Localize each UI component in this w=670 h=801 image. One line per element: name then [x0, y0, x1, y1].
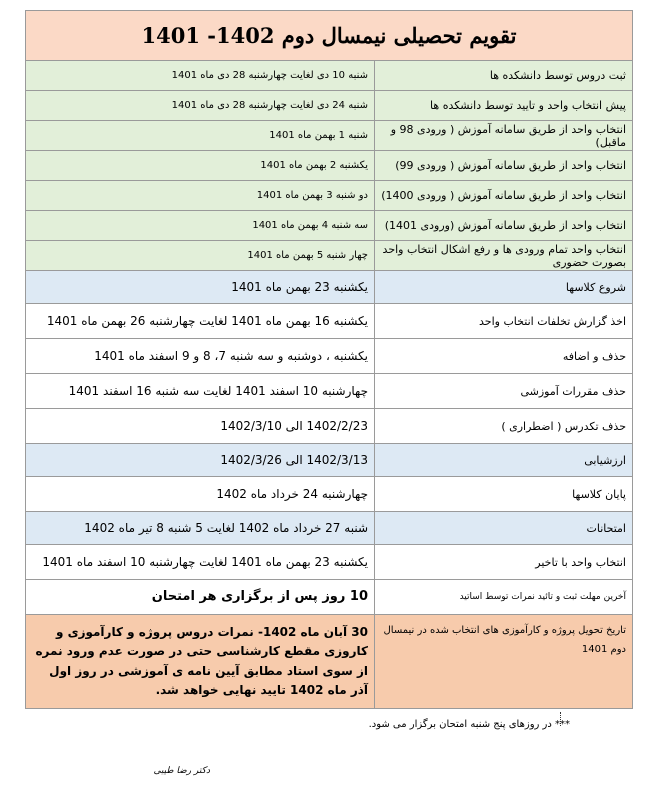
table-row — [26, 211, 633, 241]
table-row — [26, 304, 633, 339]
table-row — [26, 409, 633, 444]
row-label: حذف مقررات آموزشی — [375, 374, 633, 409]
table-row — [26, 339, 633, 374]
row-label: ارزشیابی — [375, 444, 633, 477]
row-label: آخرین مهلت ثبت و تائید نمرات توسط اساتید — [375, 580, 633, 615]
table-row — [26, 241, 633, 271]
row-date: یکشنبه 16 بهمن ماه 1401 لغایت چهارشنبه 26 بهمن ماه 1401 — [26, 304, 375, 339]
row-date: 1402/2/23 الی 1402/3/10 — [26, 409, 375, 444]
row-label: اخذ گزارش تخلفات انتخاب واحد — [375, 304, 633, 339]
table-row — [26, 477, 633, 512]
table-row — [26, 580, 633, 615]
final-row-text: 30 آبان ماه 1402- نمرات دروس پروژه و کارآموزی و کاروزی مقطع کارشناسی حتی در صورت عدم ورود نمره از سوی استاد مطابق آیین نامه ی آموزشی در روز اول آذر ماه 1402 تایید نهایی خواهد شد. — [26, 615, 375, 709]
row-date: شنبه 27 خرداد ماه 1402 لغایت 5 شنبه 8 تیر ماه 1402 — [26, 512, 375, 545]
table-row — [26, 374, 633, 409]
table-row — [26, 91, 633, 121]
row-date: شنبه 10 دی لغایت چهارشنبه 28 دی ماه 1401 — [26, 61, 375, 91]
final-row — [26, 615, 633, 709]
row-label: ثبت دروس توسط دانشکده ها — [375, 61, 633, 91]
row-date: یکشنبه 23 بهمن ماه 1401 لغایت چهارشنبه 10 اسفند ماه 1401 — [26, 545, 375, 580]
academic-calendar-table — [25, 10, 633, 709]
row-date: چهار شنبه 5 بهمن ماه 1401 — [26, 241, 375, 271]
title-row — [26, 11, 633, 61]
row-label: شروع کلاسها — [375, 271, 633, 304]
row-label: انتخاب واحد از طریق سامانه آموزش ( ورودی 98 و ماقبل) — [375, 121, 633, 151]
row-date: چهارشنبه 24 خرداد ماه 1402 — [26, 477, 375, 512]
row-label: انتخاب واحد از طریق سامانه آموزش ( ورودی 99) — [375, 151, 633, 181]
row-label: انتخاب واحد از طریق سامانه آموزش (ورودی 1401) — [375, 211, 633, 241]
table-row — [26, 121, 633, 151]
row-date: 1402/3/13 الی 1402/3/26 — [26, 444, 375, 477]
row-label: پایان کلاسها — [375, 477, 633, 512]
signature: دکتر رضا طیبی — [153, 766, 210, 776]
row-label: انتخاب واحد تمام ورودی ها و رفع اشکال انتخاب واحد بصورت حضوری — [375, 241, 633, 271]
table-row — [26, 181, 633, 211]
final-row-label: تاریخ تحویل پروژه و کارآموزی های انتخاب شده در نیمسال دوم 1401 — [375, 615, 633, 709]
table-row — [26, 545, 633, 580]
footnote: *** در روزهای پنج شنبه امتحان برگزار می شود. — [368, 719, 570, 730]
row-label: انتخاب واحد با تاخیر — [375, 545, 633, 580]
row-date: 10 روز پس از برگزاری هر امتحان — [26, 580, 375, 615]
row-label: امتحانات — [375, 512, 633, 545]
row-label: پیش انتخاب واحد و تایید توسط دانشکده ها — [375, 91, 633, 121]
row-date: شنبه 24 دی لغایت چهارشنبه 28 دی ماه 1401 — [26, 91, 375, 121]
row-label: حذف و اضافه — [375, 339, 633, 374]
row-date: یکشنبه 23 بهمن ماه 1401 — [26, 271, 375, 304]
row-date: چهارشنبه 10 اسفند 1401 لغایت سه شنبه 16 اسفند 1401 — [26, 374, 375, 409]
row-date: دو شنبه 3 بهمن ماه 1401 — [26, 181, 375, 211]
table-row — [26, 61, 633, 91]
row-date: سه شنبه 4 بهمن ماه 1401 — [26, 211, 375, 241]
page-title: تقویم تحصیلی نیمسال دوم 1402- 1401 — [26, 11, 633, 61]
table-row — [26, 151, 633, 181]
table-row — [26, 512, 633, 545]
row-label: حذف تکدرس ( اضطراری ) — [375, 409, 633, 444]
table-row — [26, 444, 633, 477]
row-date: یکشنبه 2 بهمن ماه 1401 — [26, 151, 375, 181]
row-label: انتخاب واحد از طریق سامانه آموزش ( ورودی 1400) — [375, 181, 633, 211]
row-date: یکشنبه ، دوشنبه و سه شنبه 7، 8 و 9 اسفند ماه 1401 — [26, 339, 375, 374]
table-row — [26, 271, 633, 304]
row-date: شنبه 1 بهمن ماه 1401 — [26, 121, 375, 151]
